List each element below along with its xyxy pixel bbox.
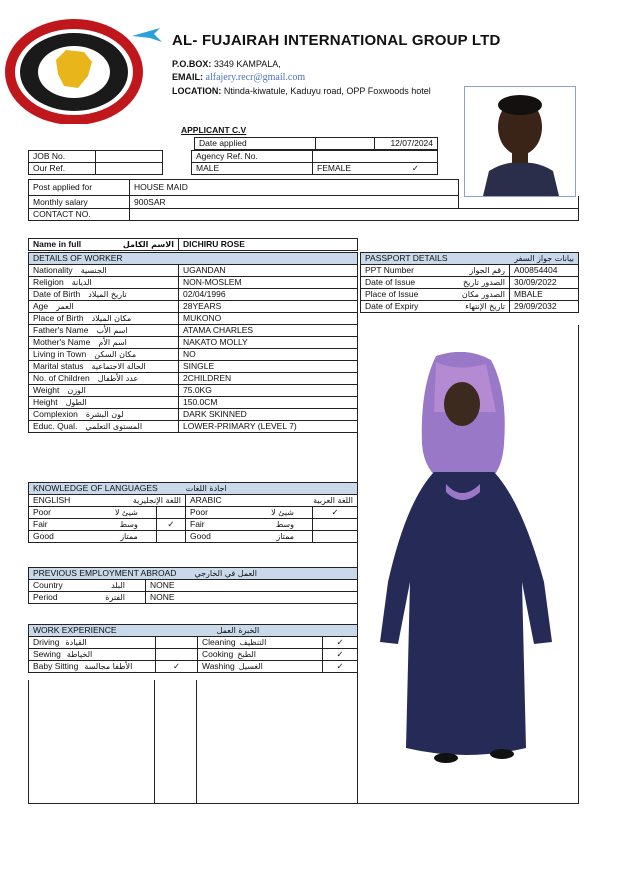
english-level-label: Poor شيئ لا <box>29 507 157 519</box>
worker-field-label: Marital status الحالة الاجتماعية <box>29 361 179 373</box>
our-ref-label: Our Ref. <box>29 163 96 175</box>
worker-field-label: Educ. Qual. المستوى التعلمي <box>29 421 179 433</box>
arabic-level-tick: ✓ <box>313 507 358 519</box>
language-level-row <box>29 519 358 531</box>
worker-field-label: Complexion لون البشرة <box>29 409 179 421</box>
experience-tick-left <box>156 637 198 649</box>
worker-field-value: LOWER-PRIMARY (LEVEL 7) <box>179 421 358 433</box>
frame-right-line <box>578 325 579 803</box>
arabic-level-tick <box>313 531 358 543</box>
worker-field-value: ATAMA CHARLES <box>179 325 358 337</box>
post-value: HOUSE MAID <box>130 180 459 196</box>
company-location: LOCATION: Ntinda-kiwatule, Kaduyu road, OPP Foxwoods hotel <box>172 86 431 96</box>
contact-label: CONTACT NO. <box>29 209 130 221</box>
frame-mid-line <box>154 680 155 803</box>
worker-row <box>29 349 358 361</box>
job-no-label: JOB No. <box>29 151 96 163</box>
worker-field-label: Nationality الجنسية <box>29 265 179 277</box>
passport-field-label: PPT Number رقم الجواز <box>361 265 510 277</box>
worker-details-heading: DETAILS OF WORKER <box>29 253 358 265</box>
our-ref-value <box>96 163 163 175</box>
employment-field-label: Country البلد <box>29 580 146 592</box>
experience-row <box>29 661 358 673</box>
english-level-label: Fair وسط <box>29 519 157 531</box>
frame-center-line <box>357 325 358 803</box>
worker-row <box>29 373 358 385</box>
experience-skill-right: Cooking الطبخ <box>198 649 323 661</box>
worker-field-label: Weight الوزن <box>29 385 179 397</box>
passport-row <box>361 277 579 289</box>
post-label: Post applied for <box>29 180 130 196</box>
passport-field-label: Place of Issue الصدور مكان <box>361 289 510 301</box>
worker-field-value: UGANDAN <box>179 265 358 277</box>
worker-field-value: SINGLE <box>179 361 358 373</box>
passport-row <box>361 265 579 277</box>
worker-field-value: 2CHILDREN <box>179 373 358 385</box>
salary-label: Monthly salary <box>29 196 130 209</box>
worker-field-label: Place of Birth مكان الميلاد <box>29 313 179 325</box>
worker-field-label: Father's Name اسم الأب <box>29 325 179 337</box>
worker-field-label: Age العمر <box>29 301 179 313</box>
employment-row <box>29 580 358 592</box>
worker-row <box>29 289 358 301</box>
english-level-tick <box>156 531 185 543</box>
frame-mid2-line <box>196 680 197 803</box>
job-no-value <box>96 151 163 163</box>
contact-value <box>130 209 579 221</box>
worker-field-label: No. of Children عدد الأطفال <box>29 373 179 385</box>
worker-field-label: Mother's Name اسم الأم <box>29 337 179 349</box>
arabic-level-tick <box>313 519 358 531</box>
languages-heading: KNOWLEDGE OF LANGUAGES اجادة اللغات <box>29 483 358 495</box>
experience-skill-left: Driving القيادة <box>29 637 156 649</box>
frame-bottom-line <box>28 803 579 804</box>
experience-skill-left: Baby Sitting الأطفا مجالسة <box>29 661 156 673</box>
worker-row <box>29 325 358 337</box>
experience-row <box>29 649 358 661</box>
name-label-cell: Name in full الاسم الكامل <box>29 239 179 251</box>
employment-field-value: NONE <box>146 580 358 592</box>
worker-field-value: 28YEARS <box>179 301 358 313</box>
worker-field-label: Height الطول <box>29 397 179 409</box>
agency-ref-label: Agency Ref. No. <box>192 151 313 163</box>
language-level-row <box>29 531 358 543</box>
worker-field-value: 02/04/1996 <box>179 289 358 301</box>
worker-row <box>29 421 358 433</box>
employment-field-label: Period الفترة <box>29 592 146 604</box>
email-link[interactable]: alfajery.recr@gmail.com <box>205 72 306 83</box>
experience-tick-left: ✓ <box>156 661 198 673</box>
worker-field-label: Religion الديانة <box>29 277 179 289</box>
female-cell: FEMALE ✓ <box>313 163 438 175</box>
english-header: ENGLISH اللغة الإنجليزية <box>29 495 186 507</box>
worker-field-value: MUKONO <box>179 313 358 325</box>
arabic-level-label: Good ممتاز <box>186 531 313 543</box>
worker-row <box>29 277 358 289</box>
experience-tick-right: ✓ <box>323 637 358 649</box>
company-name: AL- FUJAIRAH INTERNATIONAL GROUP LTD <box>172 32 501 49</box>
passport-field-value: 30/09/2022 <box>510 277 579 289</box>
english-level-label: Good ممتاز <box>29 531 157 543</box>
employment-heading: PREVIOUS EMPLOYMENT ABROAD العمل في الخارجي <box>29 568 358 580</box>
experience-skill-right: Cleaning التنظيف <box>198 637 323 649</box>
passport-field-label: Date of Expiry تاريخ الإنتهاء <box>361 301 510 313</box>
experience-heading: WORK EXPERIENCE الخبرة العمل <box>29 625 358 637</box>
company-email: EMAIL: alfajery.recr@gmail.com <box>172 72 306 83</box>
company-pobox: P.O.BOX: 3349 KAMPALA, <box>172 59 281 69</box>
worker-field-value: 150.0CM <box>179 397 358 409</box>
employment-table <box>28 567 358 604</box>
employment-field-value: NONE <box>146 592 358 604</box>
passport-row <box>361 301 579 313</box>
passport-field-value: 29/09/2032 <box>510 301 579 313</box>
worker-row <box>29 385 358 397</box>
worker-field-value: NO <box>179 349 358 361</box>
experience-table <box>28 624 358 673</box>
ref-table <box>28 150 438 175</box>
worker-field-label: Living in Town مكان السكن <box>29 349 179 361</box>
name-table <box>28 238 358 251</box>
passport-field-label: Date of Issue الصدور تاريخ <box>361 277 510 289</box>
arabic-header: ARABIC اللغة العربية <box>186 495 358 507</box>
company-logo <box>4 14 164 124</box>
male-label: MALE <box>192 163 313 175</box>
passport-field-value: A00854404 <box>510 265 579 277</box>
cv-title: APPLICANT C.V <box>181 125 247 135</box>
worker-details-table <box>28 252 358 433</box>
frame-left-line <box>28 680 29 803</box>
arabic-level-label: Fair وسط <box>186 519 313 531</box>
worker-field-value: DARK SKINNED <box>179 409 358 421</box>
experience-row <box>29 637 358 649</box>
language-level-row <box>29 507 358 519</box>
applicant-full-body-photo <box>376 352 556 772</box>
worker-row <box>29 313 358 325</box>
experience-tick-right: ✓ <box>323 661 358 673</box>
salary-value: 900SAR <box>130 196 459 209</box>
employment-row <box>29 592 358 604</box>
passport-row <box>361 289 579 301</box>
worker-field-value: NAKATO MOLLY <box>179 337 358 349</box>
worker-row <box>29 397 358 409</box>
female-tick: ✓ <box>411 163 419 173</box>
passport-table <box>360 252 579 313</box>
worker-row <box>29 265 358 277</box>
worker-row <box>29 409 358 421</box>
experience-skill-right: Washing الغسيل <box>198 661 323 673</box>
date-applied-table <box>194 137 438 150</box>
worker-field-label: Date of Birth تاريخ الميلاد <box>29 289 179 301</box>
name-value: DICHIRU ROSE <box>179 239 358 251</box>
arabic-level-label: Poor شيئ لا <box>186 507 313 519</box>
languages-table <box>28 482 358 543</box>
date-applied-value: 12/07/2024 <box>375 138 438 150</box>
experience-skill-left: Sewing الخياطة <box>29 649 156 661</box>
worker-row <box>29 361 358 373</box>
english-level-tick <box>156 507 185 519</box>
worker-field-value: 75.0KG <box>179 385 358 397</box>
english-level-tick: ✓ <box>156 519 185 531</box>
worker-row <box>29 337 358 349</box>
passport-heading: PASSPORT DETAILS بيانات جواز السفر <box>361 253 579 265</box>
experience-tick-right: ✓ <box>323 649 358 661</box>
date-applied-label: Date applied <box>195 138 316 150</box>
experience-tick-left <box>156 649 198 661</box>
passport-field-value: MBALE <box>510 289 579 301</box>
post-table <box>28 179 579 221</box>
worker-row <box>29 301 358 313</box>
worker-field-value: NON-MOSLEM <box>179 277 358 289</box>
